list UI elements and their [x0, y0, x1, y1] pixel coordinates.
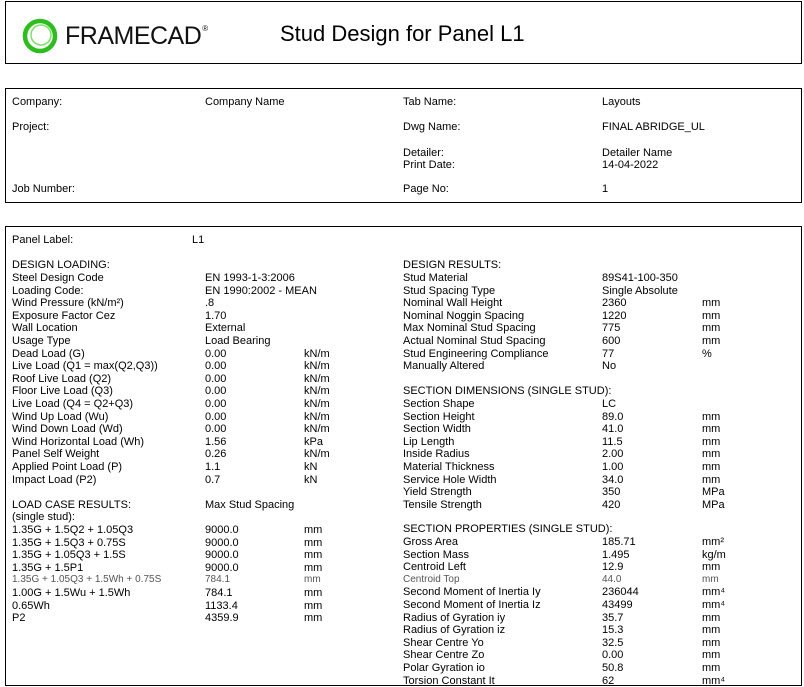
results-row-value: 2360 — [602, 297, 627, 310]
properties-row-label: Second Moment of Inertia Iz — [403, 599, 541, 611]
dimensions-row-unit: mm — [702, 410, 721, 423]
loadcase-row-unit: mm — [304, 574, 321, 586]
properties-row-label: Shear Centre Zo — [403, 649, 485, 662]
properties-row-label: Gross Area — [403, 536, 459, 548]
results-row-label: Stud Spacing Type — [403, 284, 496, 297]
results-row-unit: mm — [702, 309, 721, 322]
loading-row-label: Exposure Factor Cez — [12, 309, 116, 322]
loadcase-row-label: 1.35G + 1.5P1 — [12, 561, 84, 574]
loadcase-row-unit: mm — [304, 549, 323, 562]
section-properties-heading: SECTION PROPERTIES (SINGLE STUD): — [403, 523, 613, 535]
properties-row-value: 44.0 — [602, 573, 622, 585]
dwg-name-label: Dwg Name: — [403, 121, 461, 133]
design-results-box — [5, 226, 802, 686]
properties-row-value: 35.7 — [602, 611, 624, 624]
print-date-label: Print Date: — [403, 159, 455, 171]
results-row-value: Single Absolute — [602, 284, 678, 297]
loading-row-value: 0.00 — [205, 398, 227, 410]
dimensions-row-unit: mm — [702, 448, 721, 461]
properties-row-unit: mm⁴ — [702, 599, 726, 611]
loadcase-row-unit: mm — [304, 612, 323, 625]
properties-row-value: 1.495 — [602, 548, 630, 561]
panel-value: L1 — [192, 234, 205, 246]
report-header — [5, 1, 802, 64]
loading-row-value: EN 1993-1-3:2006 — [205, 272, 295, 284]
loading-row-value: 0.00 — [205, 360, 227, 373]
loading-row-label: Dead Load (G) — [12, 347, 85, 360]
dimensions-row-label: Lip Length — [403, 435, 455, 448]
loading-row-value: EN 1990:2002 - MEAN — [205, 284, 317, 297]
detailer-value: Detailer Name — [602, 147, 673, 159]
single-stud-subheading: (single stud): — [12, 511, 75, 523]
dimensions-row-value: 350 — [602, 486, 621, 499]
loading-row-label: Live Load (Q4 = Q2+Q3) — [12, 398, 134, 410]
loadcase-row-label: 1.00G + 1.5Wu + 1.5Wh — [12, 587, 131, 599]
project-info-box — [5, 88, 802, 203]
properties-row-unit: mm — [702, 662, 721, 674]
detailer-label: Detailer: — [403, 147, 444, 159]
dimensions-row-label: Section Width — [403, 423, 471, 436]
registered-mark: ® — [202, 24, 208, 33]
loadcase-row-unit: mm — [304, 599, 323, 612]
dimensions-row-value: 89.0 — [602, 410, 624, 423]
loading-row-label: Wind Up Load (Wu) — [12, 410, 109, 423]
loading-row-value: 0.26 — [205, 448, 227, 461]
print-date-value: 14-04-2022 — [602, 159, 659, 171]
properties-row-label: Radius of Gyration iz — [403, 624, 506, 637]
loading-row-value: External — [205, 322, 246, 335]
dimensions-row-label: Tensile Strength — [403, 498, 482, 511]
loading-row-label: Live Load (Q1 = max(Q2,Q3)) — [12, 360, 158, 373]
loading-row-value: 0.00 — [205, 347, 227, 360]
properties-row-value: 62 — [602, 674, 615, 687]
results-row-value: No — [602, 360, 617, 373]
loading-row-value: 0.7 — [205, 473, 221, 486]
loading-row-value: Load Bearing — [205, 335, 271, 347]
loading-row-unit: kN/m — [304, 448, 330, 461]
loading-row-label: Wind Pressure (kN/m²) — [12, 297, 124, 310]
properties-row-value: 236044 — [602, 586, 639, 599]
dimensions-row-label: Section Height — [403, 410, 475, 423]
properties-row-unit: mm — [702, 649, 721, 662]
loadcase-row-label: P2 — [12, 612, 26, 625]
loading-row-value: .8 — [205, 297, 215, 310]
loading-row-label: Wall Location — [12, 322, 78, 335]
properties-row-unit: mm — [702, 636, 721, 649]
properties-row-unit: mm — [702, 573, 719, 585]
properties-row-label: Section Mass — [403, 548, 470, 561]
properties-row-label: Centroid Left — [403, 561, 466, 574]
properties-row-unit: mm⁴ — [702, 674, 726, 687]
loading-row-value: 0.00 — [205, 385, 227, 398]
results-row-unit: mm — [702, 335, 721, 347]
results-row-label: Nominal Noggin Spacing — [403, 309, 525, 322]
loading-row-unit: kN/m — [304, 360, 330, 373]
logo-text: FRAMECAD — [65, 22, 202, 50]
page-no-label: Page No: — [403, 183, 449, 195]
results-row-label: Manually Altered — [403, 360, 485, 373]
results-row-label: Nominal Wall Height — [403, 297, 503, 310]
logo-wordmark — [65, 22, 208, 51]
dimensions-row-unit: mm — [702, 435, 721, 448]
results-row-unit: mm — [702, 297, 721, 310]
loadcase-row-label: 0.65Wh — [12, 599, 50, 612]
properties-row-value: 15.3 — [602, 624, 624, 637]
properties-row-unit: kg/m — [702, 548, 726, 561]
loading-row-value: 1.1 — [205, 461, 221, 473]
section-dimensions-heading: SECTION DIMENSIONS (SINGLE STUD): — [403, 385, 612, 397]
loading-row-unit: kN — [304, 461, 318, 473]
results-row-value: 775 — [602, 322, 621, 335]
results-row-unit: mm — [702, 322, 721, 335]
dimensions-row-value: 11.5 — [602, 435, 623, 448]
panel-label: Panel Label: — [12, 234, 74, 246]
loading-row-label: Floor Live Load (Q3) — [12, 385, 113, 398]
max-stud-spacing-heading: Max Stud Spacing — [205, 499, 295, 511]
loadcase-row-label: 1.35G + 1.05Q3 + 1.5S — [12, 549, 126, 562]
dimensions-row-label: Inside Radius — [403, 448, 470, 461]
loadcase-row-unit: mm — [304, 524, 323, 536]
dimensions-row-value: 420 — [602, 498, 621, 511]
tab-name-label: Tab Name: — [403, 96, 457, 108]
loading-row-unit: kN/m — [304, 410, 330, 423]
loadcase-row-label: 1.35G + 1.5Q2 + 1.05Q3 — [12, 524, 134, 536]
dimensions-row-unit: mm — [702, 461, 721, 473]
loading-row-label: Loading Code: — [12, 284, 84, 297]
loading-row-unit: kN — [304, 473, 318, 486]
loading-row-unit: kN/m — [304, 398, 330, 410]
loadcase-row-value: 9000.0 — [205, 524, 239, 536]
loading-row-unit: kN/m — [304, 423, 330, 436]
loadcase-row-label: 1.35G + 1.05Q3 + 1.5Wh + 0.75S — [12, 574, 162, 586]
properties-row-label: Polar Gyration io — [403, 662, 485, 674]
results-row-value: 77 — [602, 347, 615, 360]
dimensions-row-value: 34.0 — [602, 473, 624, 486]
loadcase-row-unit: mm — [304, 536, 323, 549]
properties-row-value: 43499 — [602, 599, 633, 611]
properties-row-unit: mm — [702, 561, 721, 574]
company-value: Company Name — [205, 96, 285, 108]
loading-row-label: Roof Live Load (Q2) — [12, 372, 112, 385]
dimensions-row-unit: MPa — [702, 498, 725, 511]
loadcase-row-unit: mm — [304, 587, 323, 599]
dimensions-row-value: LC — [602, 398, 617, 410]
loadcase-row-value: 4359.9 — [205, 612, 239, 625]
dimensions-row-label: Material Thickness — [403, 461, 495, 473]
job-number-label: Job Number: — [12, 183, 75, 195]
loading-row-value: 1.70 — [205, 309, 227, 322]
project-label: Project: — [12, 121, 50, 133]
dimensions-row-unit: mm — [702, 473, 721, 486]
properties-row-value: 0.00 — [602, 649, 624, 662]
design-loading-heading: DESIGN LOADING: — [12, 259, 110, 271]
load-case-heading: LOAD CASE RESULTS: — [12, 499, 131, 511]
dimensions-row-label: Service Hole Width — [403, 473, 497, 486]
results-row-unit: % — [702, 347, 712, 360]
dwg-name-value: FINAL ABRIDGE_UL — [602, 121, 705, 133]
results-row-label: Max Nominal Stud Spacing — [403, 322, 536, 335]
loading-row-value: 1.56 — [205, 435, 227, 448]
loading-row-label: Usage Type — [12, 335, 71, 347]
loading-row-label: Wind Horizontal Load (Wh) — [12, 435, 145, 448]
properties-row-value: 12.9 — [602, 561, 624, 574]
results-row-label: Actual Nominal Stud Spacing — [403, 335, 546, 347]
properties-row-unit: mm — [702, 611, 721, 624]
properties-row-unit: mm² — [702, 536, 724, 548]
loadcase-row-value: 9000.0 — [205, 561, 239, 574]
logo-ring-icon — [20, 16, 60, 56]
properties-row-label: Shear Centre Yo — [403, 636, 484, 649]
results-row-label: Stud Engineering Compliance — [403, 347, 549, 360]
loadcase-row-label: 1.35G + 1.5Q3 + 0.75S — [12, 536, 126, 549]
loadcase-row-value: 9000.0 — [205, 549, 239, 562]
properties-row-label: Torsion Constant It — [403, 674, 495, 687]
results-row-value: 89S41-100-350 — [602, 272, 678, 284]
dimensions-row-value: 2.00 — [602, 448, 624, 461]
dimensions-row-label: Section Shape — [403, 398, 475, 410]
loading-row-value: 0.00 — [205, 410, 227, 423]
loading-row-label: Wind Down Load (Wd) — [12, 423, 123, 436]
loading-row-value: 0.00 — [205, 423, 227, 436]
dimensions-row-value: 41.0 — [602, 423, 624, 436]
properties-row-label: Second Moment of Inertia Iy — [403, 586, 541, 599]
page-title: Stud Design for Panel L1 — [280, 21, 525, 46]
results-row-value: 600 — [602, 335, 621, 347]
results-row-value: 1220 — [602, 309, 627, 322]
properties-row-unit: mm — [702, 624, 721, 637]
loading-row-label: Impact Load (P2) — [12, 473, 97, 486]
dimensions-row-label: Yield Strength — [403, 486, 472, 499]
company-label: Company: — [12, 96, 63, 108]
page-no-value: 1 — [602, 183, 609, 195]
properties-row-value: 32.5 — [602, 636, 624, 649]
loading-row-unit: kN/m — [304, 347, 330, 360]
loadcase-row-unit: mm — [304, 561, 323, 574]
properties-row-label: Radius of Gyration iy — [403, 611, 506, 624]
dimensions-row-unit: mm — [702, 423, 721, 436]
loadcase-row-value: 784.1 — [205, 587, 233, 599]
dimensions-row-unit: MPa — [702, 486, 725, 499]
loadcase-row-value: 784.1 — [205, 574, 231, 586]
loading-row-unit: kPa — [304, 435, 323, 448]
tab-name-value: Layouts — [602, 96, 641, 108]
loading-row-unit: kN/m — [304, 372, 330, 385]
properties-row-value: 185.71 — [602, 536, 636, 548]
loadcase-row-value: 1133.4 — [205, 599, 238, 612]
loading-row-unit: kN/m — [304, 385, 330, 398]
properties-row-label: Centroid Top — [403, 573, 460, 585]
results-row-label: Stud Material — [403, 272, 468, 284]
dimensions-row-value: 1.00 — [602, 461, 624, 473]
loadcase-row-value: 9000.0 — [205, 536, 239, 549]
properties-row-value: 50.8 — [602, 662, 624, 674]
loading-row-label: Panel Self Weight — [12, 448, 100, 461]
loading-row-label: Steel Design Code — [12, 272, 104, 284]
loading-row-value: 0.00 — [205, 372, 227, 385]
design-results-heading: DESIGN RESULTS: — [403, 259, 502, 271]
loading-row-label: Applied Point Load (P) — [12, 461, 123, 473]
properties-row-unit: mm⁴ — [702, 586, 726, 599]
